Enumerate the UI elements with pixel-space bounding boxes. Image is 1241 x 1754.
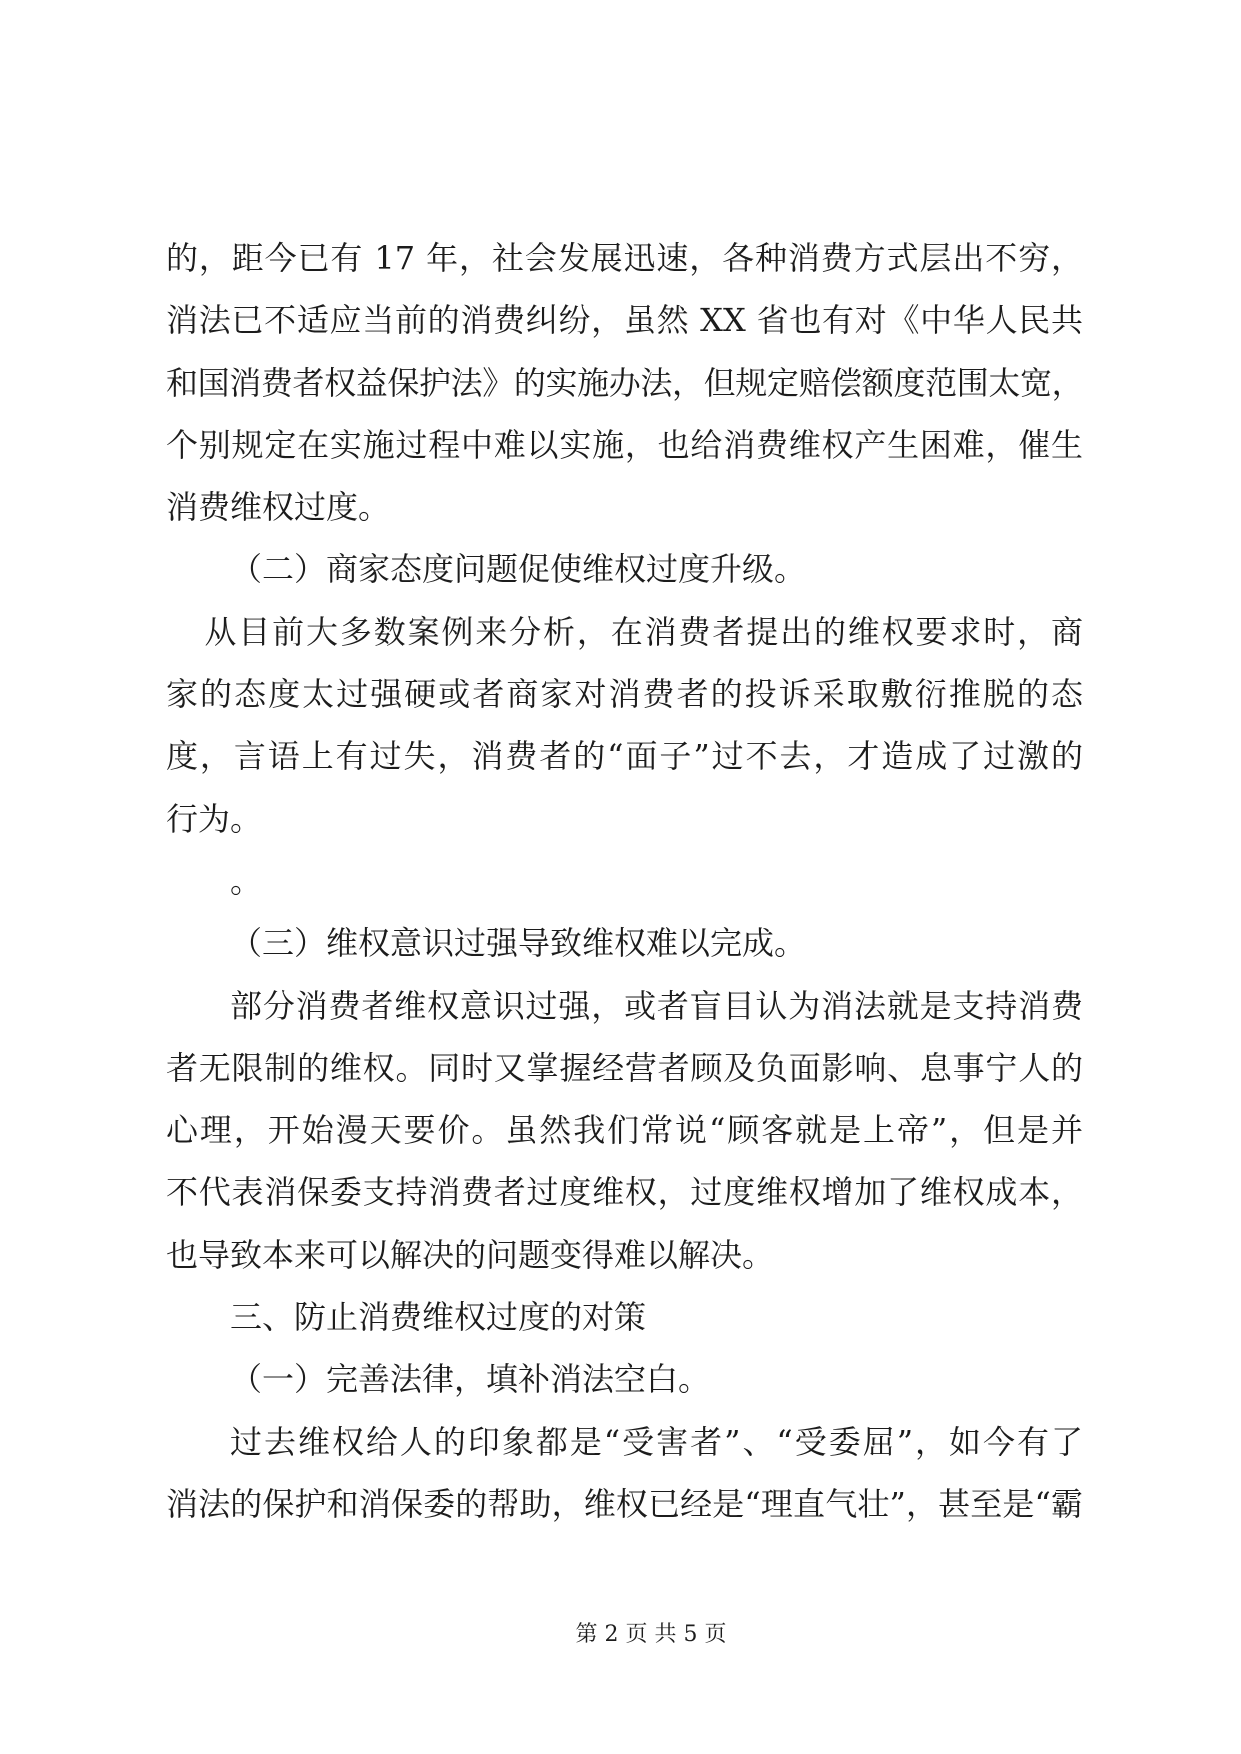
section-heading xyxy=(166,538,1083,600)
text-line: 消法已不适应当前的消费纠纷，虽然 XX 省也有对《中华人民共 xyxy=(166,301,1083,340)
paragraph xyxy=(166,1411,1083,1536)
paragraph xyxy=(166,850,1083,912)
text-line: 家的态度太过强硬或者商家对消费者的投诉采取敷衍推脱的态 xyxy=(166,675,1083,714)
paragraph xyxy=(166,975,1083,1286)
document-body xyxy=(166,227,1083,1535)
text-line: 部分消费者维权意识过强，或者盲目认为消法就是支持消费 xyxy=(230,986,1083,1025)
text-line: 从目前大多数案例来分析，在消费者提出的维权要求时，商 xyxy=(204,612,1083,651)
text-line: 的，距今已有 17 年，社会发展迅速，各种消费方式层出不穷， xyxy=(166,239,1083,277)
section-heading xyxy=(166,912,1083,974)
text-line: 也导致本来可以解决的问题变得难以解决。 xyxy=(166,1235,775,1274)
heading-text: 三、防止消费维权过度的对策 xyxy=(230,1298,647,1337)
paragraph xyxy=(166,227,1083,538)
text-line: 消法的保护和消保委的帮助，维权已经是“理直气壮”，甚至是“霸 xyxy=(166,1484,1083,1523)
text-line: 个别规定在实施过程中难以实施，也给消费维权产生困难，催生 xyxy=(166,425,1083,464)
text-line: 不代表消保委支持消费者过度维权，过度维权增加了维权成本， xyxy=(166,1173,1083,1212)
heading-text: （二）商家态度问题促使维权过度升级。 xyxy=(230,550,807,589)
text-line: 行为。 xyxy=(166,799,263,838)
text-line: 度，言语上有过失，消费者的“面子”过不去，才造成了过激的 xyxy=(166,737,1083,776)
heading-text: （三）维权意识过强导致维权难以完成。 xyxy=(230,924,807,963)
text-line: 过去维权给人的印象都是“受害者”、“受委屈”，如今有了 xyxy=(230,1422,1083,1461)
section-heading xyxy=(166,1286,1083,1348)
page-footer: 第 2 页 共 5 页 xyxy=(575,1622,727,1647)
text-line: 心理，开始漫天要价。虽然我们常说“顾客就是上帝”，但是并 xyxy=(166,1111,1083,1150)
text-line: 消费维权过度。 xyxy=(166,488,391,527)
section-heading xyxy=(166,1348,1083,1410)
text-line: 者无限制的维权。同时又掌握经营者顾及负面影响、息事宁人的 xyxy=(166,1048,1083,1087)
paragraph xyxy=(166,601,1083,850)
text-line: 。 xyxy=(230,861,263,900)
text-line: 和国消费者权益保护法》的实施办法，但规定赔偿额度范围太宽， xyxy=(166,363,1083,402)
heading-text: （一）完善法律，填补消法空白。 xyxy=(230,1360,711,1399)
